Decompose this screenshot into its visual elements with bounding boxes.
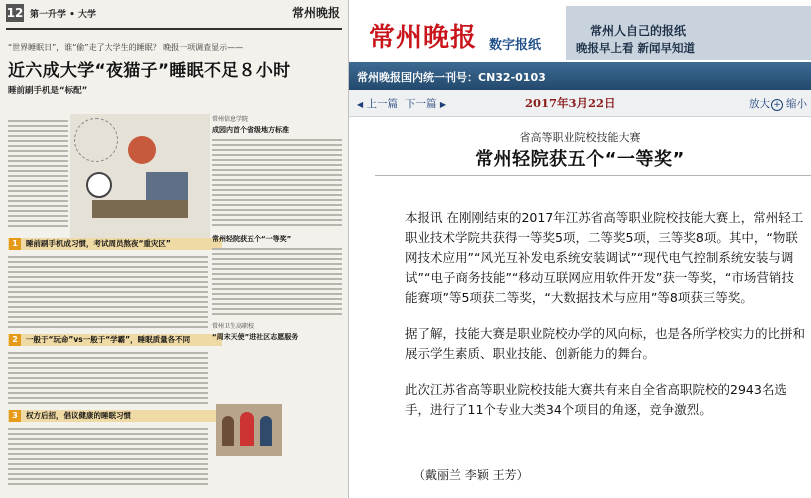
text-column-3 [8, 352, 208, 407]
next-article-link[interactable]: 下一篇 ▶ [405, 98, 446, 110]
page-subhead: 睡前刷手机是“标配” [8, 86, 88, 96]
zoom-in-button[interactable]: 放大 + [749, 96, 783, 111]
text-column-1 [8, 120, 68, 230]
paragraph: 此次江苏省高等职业院校技能大赛共有来自全省高职院校的2943名选手，进行了11个专业大类34个项目的角逐，竞争激烈。 [405, 382, 787, 417]
brand-header [349, 0, 811, 62]
sidebar-article-link[interactable]: 常州轻院获五个“一等奖” [212, 235, 292, 243]
spider-web-icon [74, 118, 118, 162]
site-logo[interactable]: 常州晚报 [369, 23, 478, 53]
page-header-strip [6, 4, 342, 30]
zoom-out-button[interactable]: 缩小 [786, 98, 807, 110]
illustration-night-owl [70, 114, 210, 240]
digital-edition-label: 数字报纸 [489, 38, 542, 53]
page-kicker: “世界睡眠日”，谁“偷”走了大学生的睡眠？ 晚报一项调查显示—— [8, 43, 244, 52]
sidebar-title: 成园内首个省级地方标准 [212, 126, 289, 134]
page-sidebar: 常州信息学院 成园内首个省级地方标准 常州轻院获五个“一等奖” 常州卫生高职校 “周末天使”进社区志愿服务 [212, 114, 342, 494]
page-section: 第一升学 • 大学 [30, 10, 97, 20]
article-author: （戴丽兰 李颖 王芳） [413, 468, 529, 482]
issue-date: 2017年3月22日 [525, 96, 616, 110]
publication-number-bar [349, 62, 811, 90]
plus-icon: + [771, 99, 783, 111]
section-heading-1: 1 睡前刷手机成习惯，考试周员熬夜“重灾区” [8, 238, 222, 250]
triangle-left-icon: ◀ [357, 100, 364, 109]
article-nav-bar [349, 90, 811, 117]
volunteer-photo [216, 404, 282, 456]
page-headline: 近六成大学“夜猫子”睡眠不足８小时 [8, 61, 291, 81]
clock-icon [86, 172, 112, 198]
article-body [405, 208, 805, 436]
photo-story-title: “周末天使”进社区志愿服务 [212, 333, 299, 341]
triangle-right-icon: ▶ [439, 100, 446, 109]
article-kicker: 省高等职业院校技能大赛 [519, 131, 641, 144]
page-number: 12 [6, 6, 24, 20]
article-viewer [349, 0, 811, 498]
prev-article-link[interactable]: ◀ 上一篇 [357, 98, 398, 110]
section-heading-2: 2 一般于“玩命”vs一般于“学霸”，睡眠质量各不同 [8, 334, 222, 346]
slogan-banner: 常州人自己的报纸 晚报早上看 新闻早知道 [566, 6, 811, 60]
cn-number: 常州晚报国内统一刊号：CN32-0103 [357, 71, 546, 84]
article-title: 常州轻院获五个“一等奖” [475, 149, 685, 170]
newspaper-page-image[interactable] [0, 0, 349, 498]
text-column-4 [8, 428, 208, 488]
text-column-2 [8, 256, 208, 331]
laptop-icon [146, 172, 188, 200]
paragraph: 据了解，技能大赛是职业院校办学的风向标，也是各所学校实力的比拼和展示学生素质、职业技能、创新能力的舞台。 [405, 326, 806, 361]
paragraph: 本报讯 在刚刚结束的2017年江苏省高等职业院校技能大赛上，常州轻工职业技术学院共获得一等奖5项，二等奖5项，三等奖8项。其中，“物联网技术应用”“风光互补发电系统安装调试”“现代电气控制系统安装与调试”“电子商务技能”“移动互联网应用软件开发”获一等奖，“市场营销技能赛项”等5项获二等奖，“大数据技术与应用”等8项获三等奖。 [405, 210, 804, 305]
section-heading-3: 3 权方后招，倡议健康的睡眠习惯 [8, 410, 222, 422]
title-divider [375, 175, 811, 176]
page-masthead: 常州晚报 [291, 6, 340, 20]
